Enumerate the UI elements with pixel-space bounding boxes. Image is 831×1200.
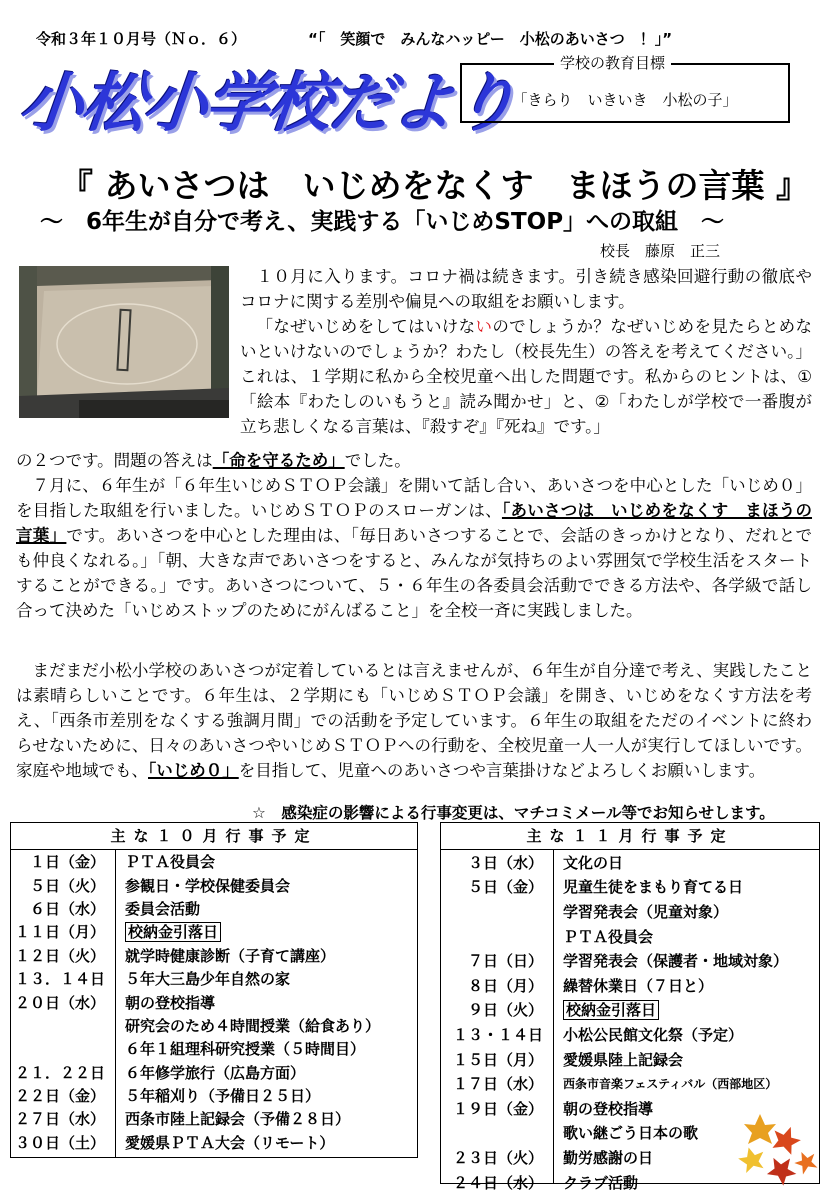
schedule-date: ５日（火） — [29, 876, 105, 895]
newsletter-masthead: 小松小学校だより — [15, 67, 520, 141]
article-headline: 『 あいさつは いじめをなくす まほうの言葉 』 — [60, 166, 809, 205]
schedule-date: ３日（水） — [467, 853, 543, 872]
october-schedule-title: 主な１０月行事予定 — [11, 823, 417, 850]
schedule-date: ２４日（水） — [452, 1173, 543, 1192]
schedule-date: １１日（月） — [14, 923, 105, 942]
schedule-date: １５日（月） — [452, 1050, 543, 1069]
schedule-event: 学習発表会（児童対象） — [563, 902, 729, 921]
payment-day-box: 校納金引落日 — [563, 1000, 659, 1020]
schedule-event: 文化の日 — [563, 853, 624, 872]
article-author: 校長 藤原 正三 — [600, 242, 721, 260]
november-schedule-row — [441, 998, 819, 1023]
november-schedule-row — [441, 973, 819, 998]
schedule-event: 研究会のため４時間授業（給食あり） — [125, 1016, 381, 1035]
schedule-date: ２３日（火） — [452, 1148, 543, 1167]
paragraph-stop-meeting: ７月に、６年生が「６年生いじめＳＴＯＰ会議」を開いて話し合い、あいさつを中心とした「いじめ０」を目指した取組を行いました。いじめＳＴＯＰのスローガンは、「あいさつは いじめをなくす まほうの言葉」です。あいさつを中心とした理由は、「毎日あいさつすることで、会話のきっかけとなり、だれとでも仲良くなれる。」「朝、大きな声であいさつをすると、みんなが気持ちのよい雰囲気で学校生活をスタートすることができる。」です。あいさつについて、５・６年生の各委員会活動でできる方法や、各学級で話し合って決めた「いじめストップのためにがんばること」を全校一斉に実践しました。 — [16, 476, 813, 620]
october-schedule-row — [11, 1131, 417, 1154]
schedule-date: ２２日（金） — [14, 1087, 105, 1106]
slogan-highlight: 「あいさつは いじめをなくす まほうの言葉」 — [16, 501, 813, 545]
november-schedule-row — [441, 1022, 819, 1047]
schedule-date: １９日（金） — [452, 1099, 543, 1118]
november-schedule-row — [441, 899, 819, 924]
schedule-event: 小松公民館文化祭（予定） — [563, 1025, 744, 1044]
schedule-event: ５年大三島少年自然の家 — [125, 970, 291, 989]
schedule-date: ５日（金） — [467, 878, 543, 897]
october-schedule-row — [11, 1037, 417, 1060]
schedule-event: 繰替休業日（７日と） — [563, 976, 714, 995]
autumn-leaves-icon — [730, 1110, 820, 1190]
schedule-date: ７日（日） — [467, 952, 543, 971]
schedule-date: ６日（水） — [29, 899, 105, 918]
october-schedule-row — [11, 873, 417, 896]
schedule-date: ９日（火） — [467, 1001, 543, 1020]
october-schedule-row — [11, 944, 417, 967]
november-schedule-row — [441, 948, 819, 973]
october-schedule-row — [11, 1107, 417, 1130]
schedule-event: ＰＴＡ役員会 — [563, 927, 654, 946]
schedule-date: １３．１４日 — [14, 970, 105, 989]
schedule-event: ５年稲刈り（予備日２５日） — [125, 1087, 321, 1106]
schedule-date: ２０日（水） — [14, 993, 105, 1012]
schedule-event: 勤労感謝の日 — [563, 1148, 654, 1167]
schedule-change-notice: ☆ 感染症の影響による行事変更は、マチコミメール等でお知らせします。 — [252, 804, 775, 822]
schedule-event: 歌い継ごう日本の歌 — [563, 1124, 699, 1143]
october-schedule-row — [11, 1014, 417, 1037]
schoolyard-aerial-photo — [19, 266, 229, 418]
october-schedule-row — [11, 967, 417, 990]
schedule-event: 委員会活動 — [125, 899, 201, 918]
monthly-slogan: “「 笑顔で みんなハッピー 小松のあいさつ ！」” — [308, 30, 673, 48]
schedule-date: ３０日（土） — [14, 1133, 105, 1152]
answer-highlight: 「命を守るため」 — [212, 451, 345, 470]
schedule-event: 西条市陸上記録会（予備２８日） — [125, 1110, 351, 1129]
payment-day-box: 校納金引落日 — [125, 922, 221, 942]
article-subheadline: ～ 6年生が自分で考え、実践する「いじめSTOP」への取組 ～ — [40, 209, 725, 235]
october-schedule-row — [11, 1061, 417, 1084]
november-schedule-title: 主な１１月行事予定 — [441, 823, 819, 850]
schedule-date: １日（金） — [29, 853, 105, 872]
schedule-event — [115, 921, 221, 942]
ijime-zero-highlight: 「いじめ０」 — [148, 761, 239, 780]
november-schedule-row — [441, 1047, 819, 1072]
october-schedule-row — [11, 1084, 417, 1107]
schedule-event: 朝の登校指導 — [563, 1099, 654, 1118]
paragraph-answer: の２つです。問題の答えは「命を守るため」でした。 — [16, 451, 411, 470]
schedule-event: 朝の登校指導 — [125, 993, 216, 1012]
november-schedule-row — [441, 875, 819, 900]
schedule-event: 愛媛県ＰＴＡ大会（リモート） — [125, 1133, 335, 1152]
issue-number: 令和３年１０月号（Ｎｏ．６） — [36, 30, 247, 48]
schedule-date: ８日（月） — [467, 976, 543, 995]
november-schedule-row — [441, 850, 819, 875]
schedule-event: 就学時健康診断（子育て講座） — [125, 946, 336, 965]
schedule-event: 愛媛県陸上記録会 — [563, 1050, 684, 1069]
october-schedule-table — [10, 822, 418, 1158]
schedule-event — [553, 999, 659, 1020]
schedule-event: ６年修学旅行（広島方面） — [125, 1063, 306, 1082]
schedule-event: ＰＴＡ役員会 — [125, 853, 216, 872]
schedule-date: １２日（火） — [14, 946, 105, 965]
november-schedule-row — [441, 924, 819, 949]
schedule-event: クラブ活動 — [563, 1173, 639, 1192]
paragraph-intro: １０月に入ります。コロナ禍は続きます。引き続き感染回避行動の徹底やコロナに関する差別や偏見への取組をお願いします。 — [240, 267, 812, 311]
schedule-event: ６年１組理科研究授業（５時間目） — [125, 1040, 366, 1059]
paragraph-closing: まだまだ小松小学校のあいさつが定着しているとは言えませんが、６年生が自分達で考え、実践したことは素晴らしいことです。６年生は、２学期にも「いじめＳＴＯＰ会議」を開き、いじめをなくす方法を考え、「西条市差別をなくする強調月間」での活動を予定しています。６年生の取組をただのイベントに終わらせないために、日々のあいさつやいじめＳＴＯＰへの行動を、全校児童一人一人が実行してほしいです。家庭や地域でも、「いじめ０」を目指して、児童へのあいさつや言葉掛けなどよろしくお願いします。 — [16, 661, 812, 780]
schedule-date: １３・１４日 — [452, 1025, 543, 1044]
education-goal-title: 学校の教育目標 — [554, 52, 671, 73]
november-schedule-row — [441, 1071, 819, 1096]
schedule-date: ２７日（水） — [14, 1110, 105, 1129]
october-schedule-row — [11, 897, 417, 920]
october-schedule-row — [11, 990, 417, 1013]
october-schedule-row — [11, 850, 417, 873]
october-schedule-row — [11, 920, 417, 943]
schedule-date: １７日（水） — [452, 1075, 543, 1094]
education-goal-text: 「きらり いきいき 小松の子」 — [512, 91, 738, 109]
paragraph-question: 「なぜいじめをしてはいけないのでしょうか？なぜいじめを見たらとめないといけないのでしょうか？わたし（校長先生）の答えを考えてください。」これは、１学期に私から全校児童へ出した問題です。私からのヒントは、①「絵本『わたしのいもうと』読み聞かせ」と、②「わたしが学校で一番腹が立ち悲しくなる言葉は、『殺すぞ』『死ね』です。」 — [240, 317, 812, 436]
schedule-event: 西条市音楽フェスティバル（西部地区） — [563, 1077, 778, 1092]
schedule-event: 児童生徒をまもり育てる日 — [563, 878, 744, 897]
education-goal-box — [460, 54, 790, 123]
schedule-event: 学習発表会（保護者・地域対象） — [563, 952, 789, 971]
schedule-date: ２１．２２日 — [14, 1063, 105, 1082]
schedule-event: 参観日・学校保健委員会 — [125, 876, 291, 895]
